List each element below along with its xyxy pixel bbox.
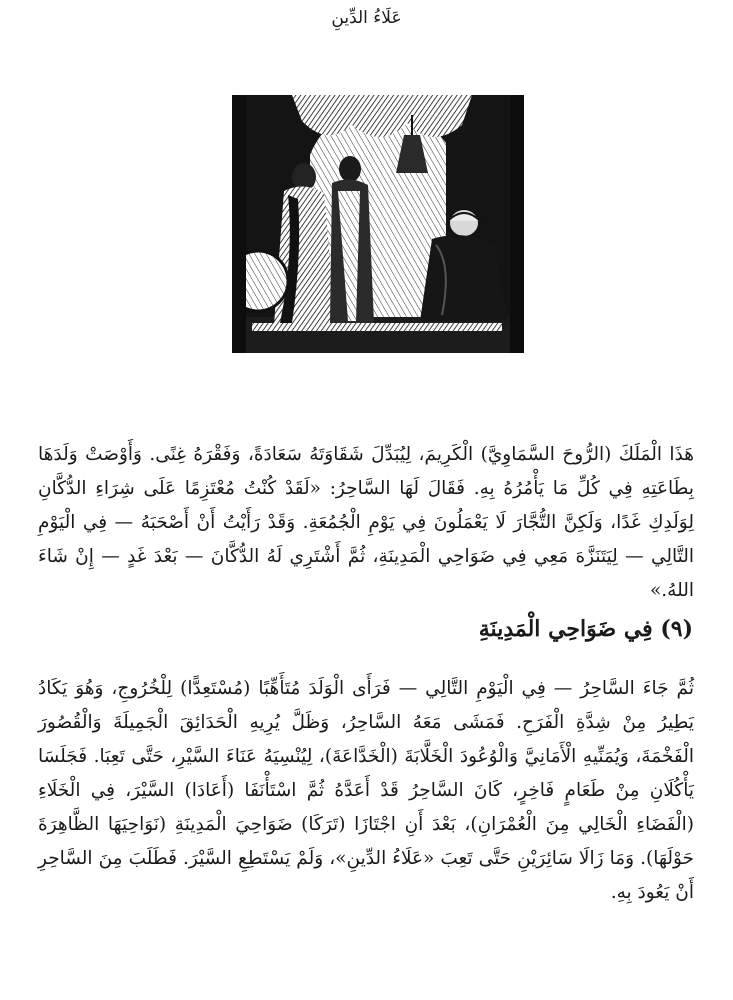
section-heading: (٩) فِي ضَوَاحِي الْمَدِينَةِ xyxy=(478,616,693,642)
running-header: عَلَاءُ الدِّينِ xyxy=(331,8,402,28)
engraving-illustration xyxy=(232,95,524,353)
paragraph-section-9: ثُمَّ جَاءَ السَّاحِرُ — فِي الْيَوْمِ التَّالِي — فَرَأَى الْوَلَدَ مُتَأَهِّبًا (مُسْتَعِدًّا) لِلْخُرُوجِ، وَهُوَ يَكَادُ يَطِيرُ مِنْ شِدَّةِ الْفَرَحِ. فَمَشَى مَعَهُ السَّاحِرُ، وَظَلَّ يُرِيهِ الْحَدَائِقَ الْجَمِيلَةَ وَالْقُصُورَ الْفَخْمَةَ، وَيُمَنِّيهِ الْأَمَانِيَّ وَالْوُعُودَ الْخَلَّابَةَ (الْخَدَّاعَةَ)، لِيُنْسِيَهُ عَنَاءَ السَّيْرِ، حَتَّى تَعِبَا. فَجَلَسَا يَأْكُلَانِ مِنْ طَعَامٍ فَاخِرٍ، كَانَ السَّاحِرُ قَدْ أَعَدَّهُ ثُمَّ اسْتَأْنَفَا (أَعَادَا) السَّيْرَ، فِي الْخَلَاءِ (الْفَضَاءِ الْخَالِي مِنَ الْعُمْرَانِ)، بَعْدَ أَنِ اجْتَازَا (تَرَكَا) ضَوَاحِيَ الْمَدِينَةِ (نَوَاحِيَهَا الظَّاهِرَةَ حَوْلَهَا). وَمَا زَالَا سَائِرَيْنِ حَتَّى تَعِبَ «عَلَاءُ الدِّينِ»، وَلَمْ يَسْتَطِعِ السَّيْرَ. فَطَلَبَ مِنَ السَّاحِرِ أَنْ يَعُودَ بِهِ. xyxy=(38,678,694,903)
paragraph-intro: هَذَا الْمَلَكَ (الرُّوحَ السَّمَاوِيَّ) الْكَرِيمَ، لِيُبَدِّلَ شَقَاوَتَهُ سَعَادَةً، وَفَقْرَهُ غِنًى. وَأَوْصَتْ وَلَدَهَا بِطَاعَتِهِ فِي كُلِّ مَا يَأْمُرُهُ بِهِ. فَقَالَ لَهَا السَّاحِرُ: «لَقَدْ كُنْتُ مُعْتَزِمًا عَلَى شِرَاءِ الدُّكَّانِ لِوَلَدِكِ غَدًا، وَلَكِنَّ التُّجَّارَ لَا يَعْمَلُونَ فِي يَوْمِ الْجُمُعَةِ. وَقَدْ رَأَيْتُ أَنْ أَصْحَبَهُ — فِي الْيَوْمِ التَّالِي — لِيَتَنَزَّهَ مَعِي فِي ضَوَاحِي الْمَدِينَةِ، ثُمَّ أَشْتَرِي لَهُ الدُّكَّانَ — بَعْدَ غَدٍ — إِنْ شَاءَ اللهُ.» xyxy=(38,444,694,601)
